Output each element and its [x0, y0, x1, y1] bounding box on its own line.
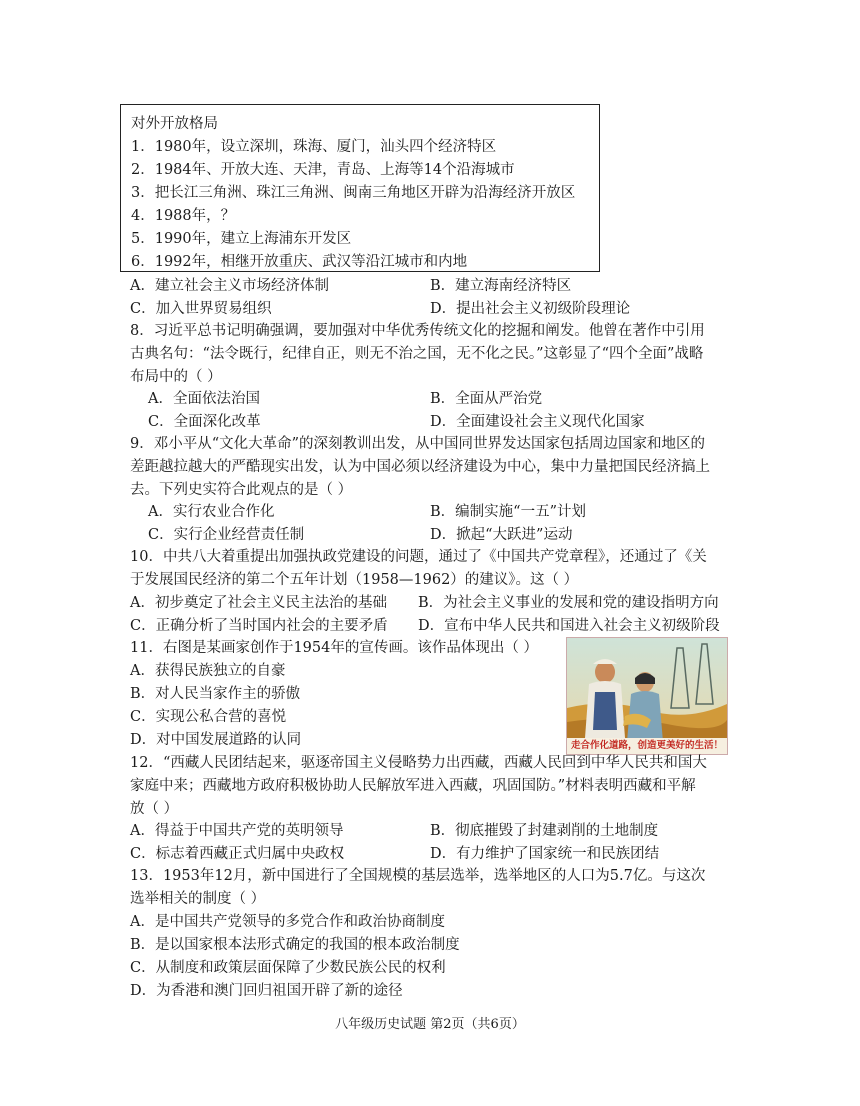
q10-option-c[interactable]: C．正确分析了当时国内社会的主要矛盾 [130, 618, 388, 634]
q10-stem-line: 10．中共八大着重提出加强执政党建设的问题，通过了《中国共产党章程》，还通过了《关 [130, 549, 707, 565]
q13-option-a[interactable]: A．是中国共产党领导的多党合作和政治协商制度 [130, 914, 445, 930]
q7-option-b[interactable]: B．建立海南经济特区 [430, 278, 572, 294]
q11-stem: 11．右图是某画家创作于1954年的宣传画。该作品体现出（ ） [130, 640, 538, 656]
q13-option-b[interactable]: B．是以国家根本法形式确定的我国的根本政治制度 [130, 937, 460, 953]
q8-option-b[interactable]: B．全面从严治党 [430, 391, 543, 407]
q10-option-d[interactable]: D．宣布中华人民共和国进入社会主义初级阶段 [418, 618, 720, 634]
q9-option-b[interactable]: B．编制实施“一五”计划 [430, 504, 586, 520]
q13-option-c[interactable]: C．从制度和政策层面保障了少数民族公民的权利 [130, 960, 446, 976]
q8-stem-line: 8．习近平总书记明确强调，要加强对中华优秀传统文化的挖掘和阐发。他曾在著作中引用 [130, 323, 705, 339]
q9-option-c[interactable]: C．实行企业经营责任制 [148, 527, 305, 543]
q10-option-b[interactable]: B．为社会主义事业的发展和党的建设指明方向 [418, 595, 719, 611]
q9-option-d[interactable]: D．掀起“大跃进”运动 [430, 527, 573, 543]
info-box-item: 4．1988年，？ [131, 208, 236, 224]
poster-illustration [567, 638, 727, 754]
q11-option-a[interactable]: A．获得民族独立的自豪 [130, 663, 286, 679]
q7-option-a[interactable]: A．建立社会主义市场经济体制 [130, 278, 329, 294]
info-box-item: 3．把长江三角洲、珠江三角洲、闽南三角地区开辟为沿海经济开放区 [131, 185, 576, 201]
q8-option-a[interactable]: A．全面依法治国 [148, 391, 260, 407]
q13-stem-line: 选举相关的制度（ ） [130, 891, 266, 907]
q12-option-d[interactable]: D．有力维护了国家统一和民族团结 [430, 846, 660, 862]
q9-stem-line: 差距越拉越大的严酷现实出发，认为中国必须以经济建设为中心，集中力量把国民经济搞上 [130, 459, 710, 475]
info-box-title: 对外开放格局 [131, 116, 218, 132]
q10-stem-line: 于发展国民经济的第二个五年计划（1958—1962）的建议》。这（ ） [130, 572, 579, 588]
q9-stem-line: 9．邓小平从“文化大革命”的深刻教训出发，从中国同世界发达国家包括周边国家和地区的 [130, 436, 706, 452]
q11-option-c[interactable]: C．实现公私合营的喜悦 [130, 709, 287, 725]
q12-stem-line: 家庭中来；西藏地方政府积极协助人民解放军进入西藏，巩固国防。”材料表明西藏和平解 [130, 778, 696, 794]
propaganda-poster-image [566, 637, 728, 755]
q11-option-b[interactable]: B．对人民当家作主的骄傲 [130, 686, 301, 702]
q8-option-c[interactable]: C．全面深化改革 [148, 414, 261, 430]
q12-option-a[interactable]: A．得益于中国共产党的英明领导 [130, 823, 344, 839]
info-box-item: 6．1992年，相继开放重庆、武汉等沿江城市和内地 [131, 254, 468, 270]
info-box [120, 104, 600, 272]
q9-option-a[interactable]: A．实行农业合作化 [148, 504, 275, 520]
q11-option-d[interactable]: D．对中国发展道路的认同 [130, 732, 302, 748]
q8-option-d[interactable]: D．全面建设社会主义现代化国家 [430, 414, 645, 430]
q9-stem-line: 去。下列史实符合此观点的是（ ） [130, 482, 353, 498]
q8-stem-line: 古典名句：“法令既行，纪律自正，则无不治之国，无不化之民。”这彰显了“四个全面”战略 [130, 346, 704, 362]
info-box-item: 2．1984年、开放大连、天津，青岛、上海等14个沿海城市 [131, 162, 515, 178]
q12-stem-line: 放（ ） [130, 801, 179, 817]
q13-option-d[interactable]: D．为香港和澳门回归祖国开辟了新的途径 [130, 983, 403, 999]
q12-stem-line: 12．“西藏人民团结起来，驱逐帝国主义侵略势力出西藏，西藏人民回到中华人民共和国大 [130, 755, 707, 771]
info-box-item: 5．1990年，建立上海浦东开发区 [131, 231, 352, 247]
poster-caption: 走合作化道路，创造更美好的生活！ [570, 740, 723, 751]
q7-option-c[interactable]: C．加入世界贸易组织 [130, 301, 272, 317]
q12-option-c[interactable]: C．标志着西藏正式归属中央政权 [130, 846, 345, 862]
q12-option-b[interactable]: B．彻底摧毁了封建剥削的土地制度 [430, 823, 659, 839]
info-box-item: 1．1980年，设立深圳，珠海、厦门，汕头四个经济特区 [131, 139, 497, 155]
page-footer: 八年级历史试题 第2页（共6页） [335, 1017, 525, 1032]
q10-option-a[interactable]: A．初步奠定了社会主义民主法治的基础 [130, 595, 387, 611]
q13-stem-line: 13．1953年12月，新中国进行了全国规模的基层选举，选举地区的人口为5.7亿。与这次 [130, 868, 706, 884]
q8-stem-line: 布局中的（ ） [130, 369, 222, 385]
q7-option-d[interactable]: D．提出社会主义初级阶段理论 [430, 301, 631, 317]
